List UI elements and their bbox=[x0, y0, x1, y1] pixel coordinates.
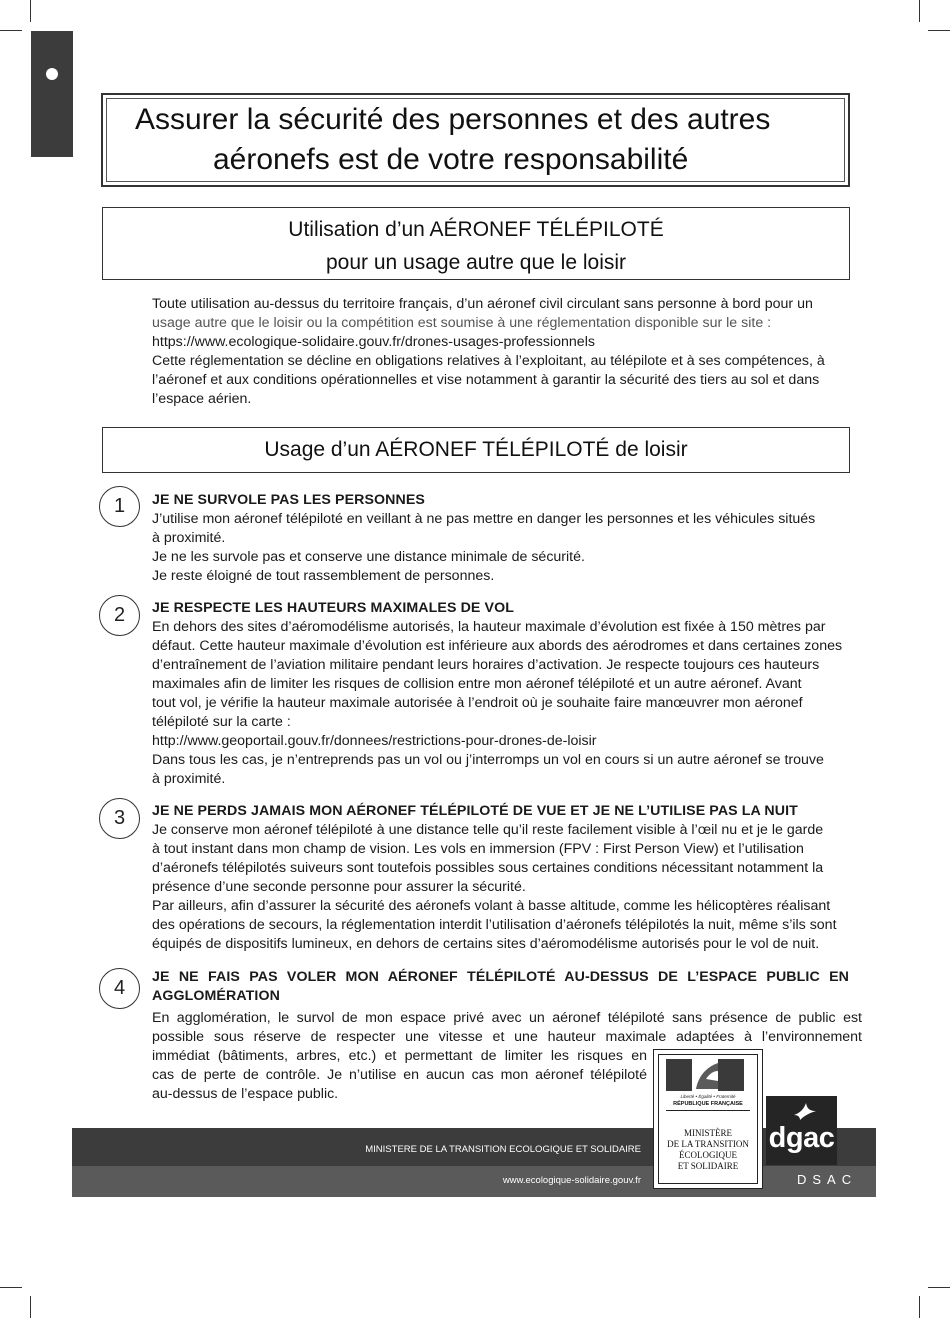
dgac-logo bbox=[766, 1096, 837, 1165]
main-title-box bbox=[101, 93, 850, 187]
text-line: En agglomération, le survol de mon espace privé avec un aéronef télépiloté sans présence de public est bbox=[152, 1010, 862, 1026]
rule-heading: JE NE PERDS JAMAIS MON AÉRONEF TÉLÉPILOTÉ DE VUE ET JE NE L’UTILISE PAS LA NUIT bbox=[152, 803, 798, 819]
main-title-line2: aéronefs est de votre responsabilité bbox=[213, 143, 689, 176]
crop-mark bbox=[919, 0, 920, 22]
rf-name: RÉPUBLIQUE FRANÇAISE bbox=[673, 1101, 743, 1107]
crop-mark bbox=[928, 30, 950, 31]
republique-francaise-logo bbox=[653, 1049, 763, 1189]
dgac-name: dgac bbox=[768, 1122, 835, 1154]
bird-icon bbox=[792, 1099, 818, 1121]
text-line: d’entraînement de l’aviation militaire pendant leurs horaires d’activation. Je respecte toujours ces hauteurs bbox=[152, 657, 820, 673]
rule-section-4 bbox=[152, 968, 849, 1006]
text-line: maximales afin de limiter les risques de collision entre mon aéronef télépiloté et un autre aéronef. Avant bbox=[152, 676, 802, 692]
leisure-usage-box bbox=[102, 427, 850, 473]
crop-mark bbox=[919, 1296, 920, 1318]
crop-mark bbox=[0, 1287, 22, 1288]
rf-motto: Liberté • Égalité • Fraternité bbox=[680, 1094, 736, 1099]
leisure-usage-title: Usage d’un AÉRONEF TÉLÉPILOTÉ de loisir bbox=[264, 438, 688, 461]
text-line: J’utilise mon aéronef télépiloté en veillant à ne pas mettre en danger les personnes et les véhicules situés bbox=[152, 511, 816, 527]
rule-number-badge: 1 bbox=[99, 486, 140, 527]
text-line: Dans tous les cas, je n’entreprends pas un vol ou j’interromps un vol en cours si un autre aéronef se trouve bbox=[152, 752, 824, 768]
text-line: Je conserve mon aéronef télépiloté à une distance telle qu’il reste facilement visible à l’œil nu et je le garde bbox=[152, 822, 824, 838]
divider bbox=[666, 1110, 750, 1111]
text-line: Je reste éloigné de tout rassemblement de personnes. bbox=[152, 568, 495, 584]
text-line: possible sous réserve de respecter une vitesse et une hauteur maximale adaptées à l’environnement bbox=[152, 1029, 862, 1045]
rule-heading: JE RESPECTE LES HAUTEURS MAXIMALES DE VOL bbox=[152, 600, 514, 616]
footer-ministry: MINISTERE DE LA TRANSITION ECOLOGIQUE ET SOLIDAIRE bbox=[365, 1144, 641, 1155]
crop-mark bbox=[0, 30, 22, 31]
text-line: à tout instant dans mon champ de vision. Les vols en immersion (FPV : First Person View) et l’utilisation bbox=[152, 841, 804, 857]
pro-usage-title-line1: Utilisation d’un AÉRONEF TÉLÉPILOTÉ bbox=[288, 218, 664, 241]
dot-icon bbox=[46, 68, 58, 80]
rule-number-badge: 2 bbox=[99, 595, 140, 636]
rule-number-badge: 3 bbox=[99, 798, 140, 839]
dsac-label: DSAC bbox=[797, 1172, 858, 1187]
text-line: cas de perte de contrôle. Je n’utilise en aucun cas mon aéronef télépiloté bbox=[152, 1067, 647, 1083]
text-line: à proximité. bbox=[152, 530, 226, 546]
crop-mark bbox=[30, 0, 31, 22]
text-line: l’espace aérien. bbox=[152, 391, 252, 407]
text-line: Cette réglementation se décline en obligations relatives à l’exploitant, au télépilote et à ses compétences, à bbox=[152, 353, 825, 369]
rule-heading: AGGLOMÉRATION bbox=[152, 988, 280, 1004]
footer-url: www.ecologique-solidaire.gouv.fr bbox=[502, 1175, 641, 1186]
text-line: au-dessus de l’espace public. bbox=[152, 1086, 339, 1102]
crop-mark bbox=[928, 1287, 950, 1288]
text-line: l’aéronef et aux conditions opérationnelles et vise notamment à garantir la sécurité des tiers au sol et dans bbox=[152, 372, 820, 388]
text-line: d’aéronefs télépilotés suiveurs sont toutefois possibles sous certaines conditions nécessitant notamment la bbox=[152, 860, 824, 876]
text-line: défaut. Cette hauteur maximale d’évolution est inférieure aux abords des aérodromes et dans certaines zones bbox=[152, 638, 843, 654]
main-title-line1: Assurer la sécurité des personnes et des autres bbox=[135, 103, 771, 136]
text-line: En dehors des sites d’aéromodélisme autorisés, la hauteur maximale d’évolution est fixée à 150 mètres par bbox=[152, 619, 826, 635]
text-line: présence d’une seconde personne pour assurer la sécurité. bbox=[152, 879, 526, 895]
pro-usage-text bbox=[152, 295, 874, 409]
marianne-icon bbox=[666, 1059, 744, 1091]
text-line: tout vol, je vérifie la hauteur maximale autorisée à l’endroit où je souhaite faire manœuvrer mon aéronef bbox=[152, 695, 803, 711]
text-line: immédiat (bâtiments, arbres, etc.) et permettant de limiter les risques en bbox=[152, 1048, 647, 1064]
side-tab bbox=[31, 31, 73, 157]
ministry-line: DE LA TRANSITION bbox=[667, 1139, 749, 1149]
marianne-icon bbox=[666, 1059, 744, 1091]
ministry-name bbox=[654, 1128, 762, 1172]
ministry-line: ÉCOLOGIQUE bbox=[679, 1150, 737, 1160]
text-line: Par ailleurs, afin d’assurer la sécurité des aéronefs volant à basse altitude, comme les hélicoptères réalisant bbox=[152, 898, 831, 914]
rule-number-badge: 4 bbox=[99, 968, 140, 1009]
text-line: équipés de dispositifs lumineux, en dehors de certains sites d’aéromodélisme autorisés pour le vol de nuit. bbox=[152, 936, 820, 952]
pro-usage-url: https://www.ecologique-solidaire.gouv.fr/drones-usages-professionnels bbox=[152, 334, 595, 350]
ministry-line: ET SOLIDAIRE bbox=[677, 1161, 739, 1171]
text-line: Toute utilisation au-dessus du territoire français, d’un aéronef civil circulant sans personne à bord pour un bbox=[152, 296, 813, 312]
rule-section-3 bbox=[152, 802, 872, 954]
pro-usage-box bbox=[102, 207, 850, 280]
rule-heading: JE NE FAIS PAS VOLER MON AÉRONEF TÉLÉPILOTÉ AU-DESSUS DE L’ESPACE PUBLIC EN bbox=[152, 969, 849, 985]
ministry-line: MINISTÈRE bbox=[684, 1128, 732, 1138]
text-line: Je ne les survole pas et conserve une distance minimale de sécurité. bbox=[152, 549, 585, 565]
pro-usage-title-line2: pour un usage autre que le loisir bbox=[325, 251, 627, 274]
crop-mark bbox=[30, 1296, 31, 1318]
rule-heading: JE NE SURVOLE PAS LES PERSONNES bbox=[152, 492, 425, 508]
rule-section-1 bbox=[152, 491, 872, 586]
text-line: des opérations de secours, la réglementation interdit l’utilisation d’aéronefs télépilotés la nuit, même s’ils sont bbox=[152, 917, 837, 933]
text-line: usage autre que le loisir ou la compétition est soumise à une réglementation disponible sur le site : bbox=[152, 315, 772, 331]
text-line: à proximité. bbox=[152, 771, 226, 787]
geoportail-url: http://www.geoportail.gouv.fr/donnees/restrictions-pour-drones-de-loisir bbox=[152, 733, 597, 749]
text-line: télépiloté sur la carte : bbox=[152, 714, 291, 730]
rule-section-2 bbox=[152, 599, 872, 789]
